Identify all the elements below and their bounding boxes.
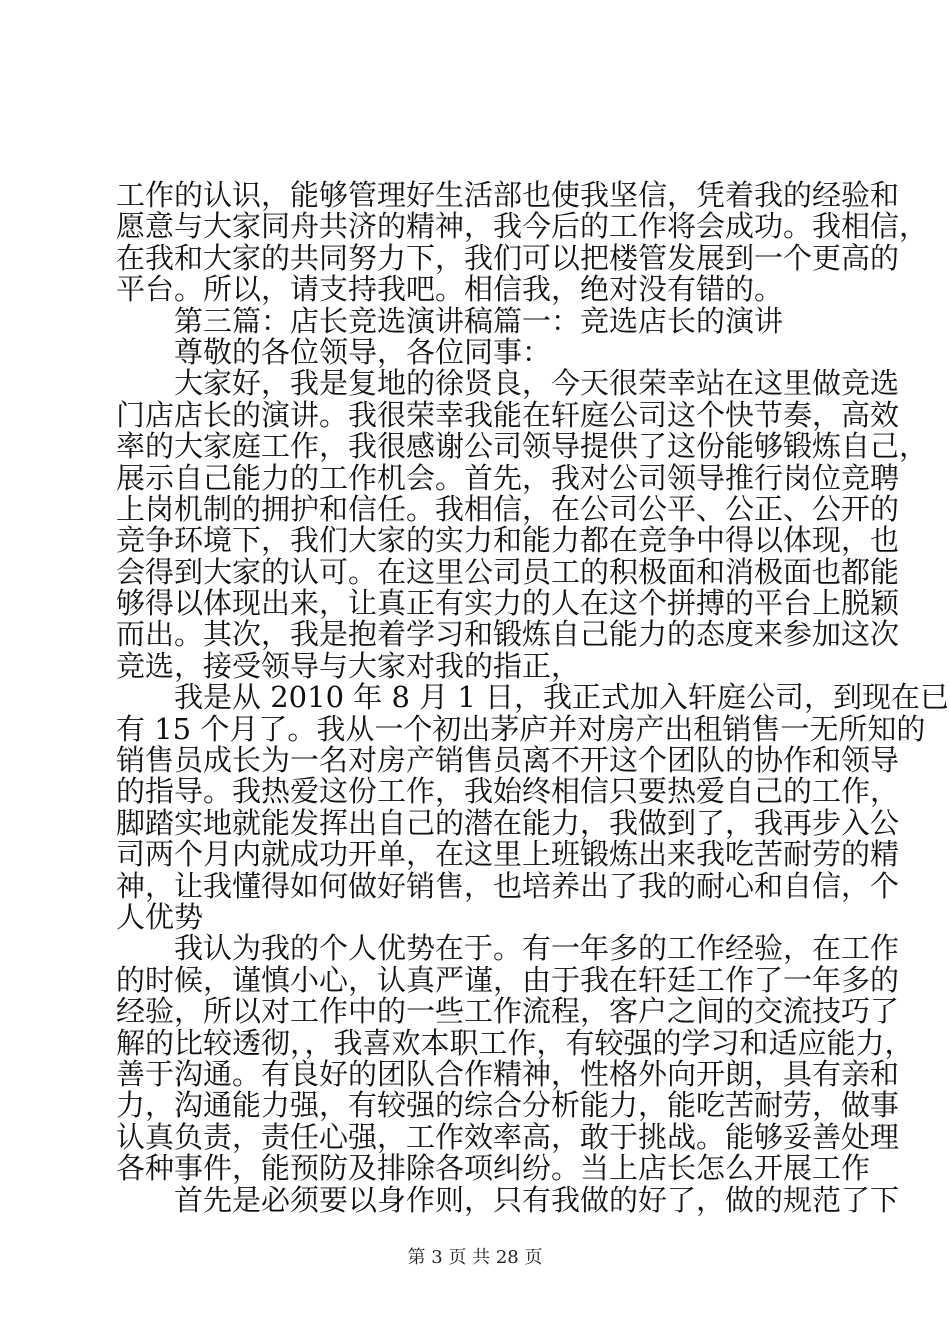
section-heading: 第三篇：店长竞选演讲稿篇一：竞选店长的演讲: [174, 303, 784, 338]
text-line: 会得到大家的认可。在这里公司员工的积极面和消极面也都能: [116, 554, 900, 589]
text-line: 善于沟通。有良好的团队合作精神，性格外向开朗，具有亲和: [116, 1056, 900, 1091]
text-line: 大家好，我是复地的徐贤良，今天很荣幸站在这里做竞选: [174, 366, 900, 401]
text-line: 有 15 个月了。我从一个初出茅庐并对房产出租销售一无所知的: [116, 711, 926, 746]
text-line: 在我和大家的共同努力下，我们可以把楼管发展到一个更高的: [116, 240, 900, 275]
text-line: 解的比较透彻，，我喜欢本职工作，有较强的学习和适应能力，: [116, 1025, 914, 1060]
text-line: 上岗机制的拥护和信任。我相信，在公司公平、公正、公开的: [116, 491, 900, 526]
text-line: 率的大家庭工作，我很感谢公司领导提供了这份能够锻炼自己，: [116, 429, 929, 464]
body-text: [116, 178, 950, 1217]
text-line: 首先是必须要以身作则，只有我做的好了，做的规范了下: [174, 1182, 900, 1217]
salutation: 尊敬的各位领导，各位同事：: [174, 334, 552, 369]
text-line: 脚踏实地就能发挥出自己的潜在能力，我做到了，我再步入公: [116, 805, 900, 840]
text-line: 经验，所以对工作中的一些工作流程，客户之间的交流技巧了: [116, 994, 900, 1029]
text-line: 够得以体现出来，让真正有实力的人在这个拼搏的平台上脱颖: [116, 586, 900, 621]
text-line: 人优势: [116, 899, 204, 934]
text-line: 各种事件，能预防及排除各项纠纷。当上店长怎么开展工作: [116, 1151, 871, 1186]
text-line: 的时候，谨慎小心，认真严谨，由于我在轩廷工作了一年多的: [116, 962, 900, 997]
text-line: 愿意与大家同舟共济的精神，我今后的工作将会成功。我相信，: [116, 209, 929, 244]
text-line: 的指导。我热爱这份工作，我始终相信只要热爱自己的工作，: [116, 774, 900, 809]
text-line: 而出。其次，我是抱着学习和锻炼自己能力的态度来参加这次: [116, 617, 900, 652]
text-line: 力，沟通能力强，有较强的综合分析能力，能吃苦耐劳，做事: [116, 1088, 900, 1123]
text-line: 销售员成长为一名对房产销售员离不开这个团队的协作和领导: [116, 743, 900, 778]
text-line: 竞争环境下，我们大家的实力和能力都在竞争中得以体现，也: [116, 523, 900, 558]
text-line: 竞选，接受领导与大家对我的指正，: [116, 648, 581, 683]
text-line: 认真负责，责任心强，工作效率高，敢于挑战。能够妥善处理: [116, 1119, 900, 1154]
text-line: 门店店长的演讲。我很荣幸我能在轩庭公司这个快节奏，高效: [116, 397, 900, 432]
text-line: 我认为我的个人优势在于。有一年多的工作经验，在工作: [174, 931, 900, 966]
text-line: 平台。所以，请支持我吧。相信我，绝对没有错的。: [116, 272, 784, 307]
text-line: 工作的认识，能够管理好生活部也使我坚信，凭着我的经验和: [116, 178, 900, 212]
text-line: 神，让我懂得如何做好销售，也培养出了我的耐心和自信，个: [116, 868, 900, 903]
text-line: 我是从 2010 年 8 月 1 日，我正式加入轩庭公司，到现在已: [174, 680, 950, 715]
page-number-footer: 第 3 页 共 28 页: [407, 1247, 543, 1268]
text-line: 司两个月内就成功开单，在这里上班锻炼出来我吃苦耐劳的精: [116, 837, 900, 872]
text-line: 展示自己能力的工作机会。首先，我对公司领导推行岗位竞聘: [116, 460, 900, 495]
